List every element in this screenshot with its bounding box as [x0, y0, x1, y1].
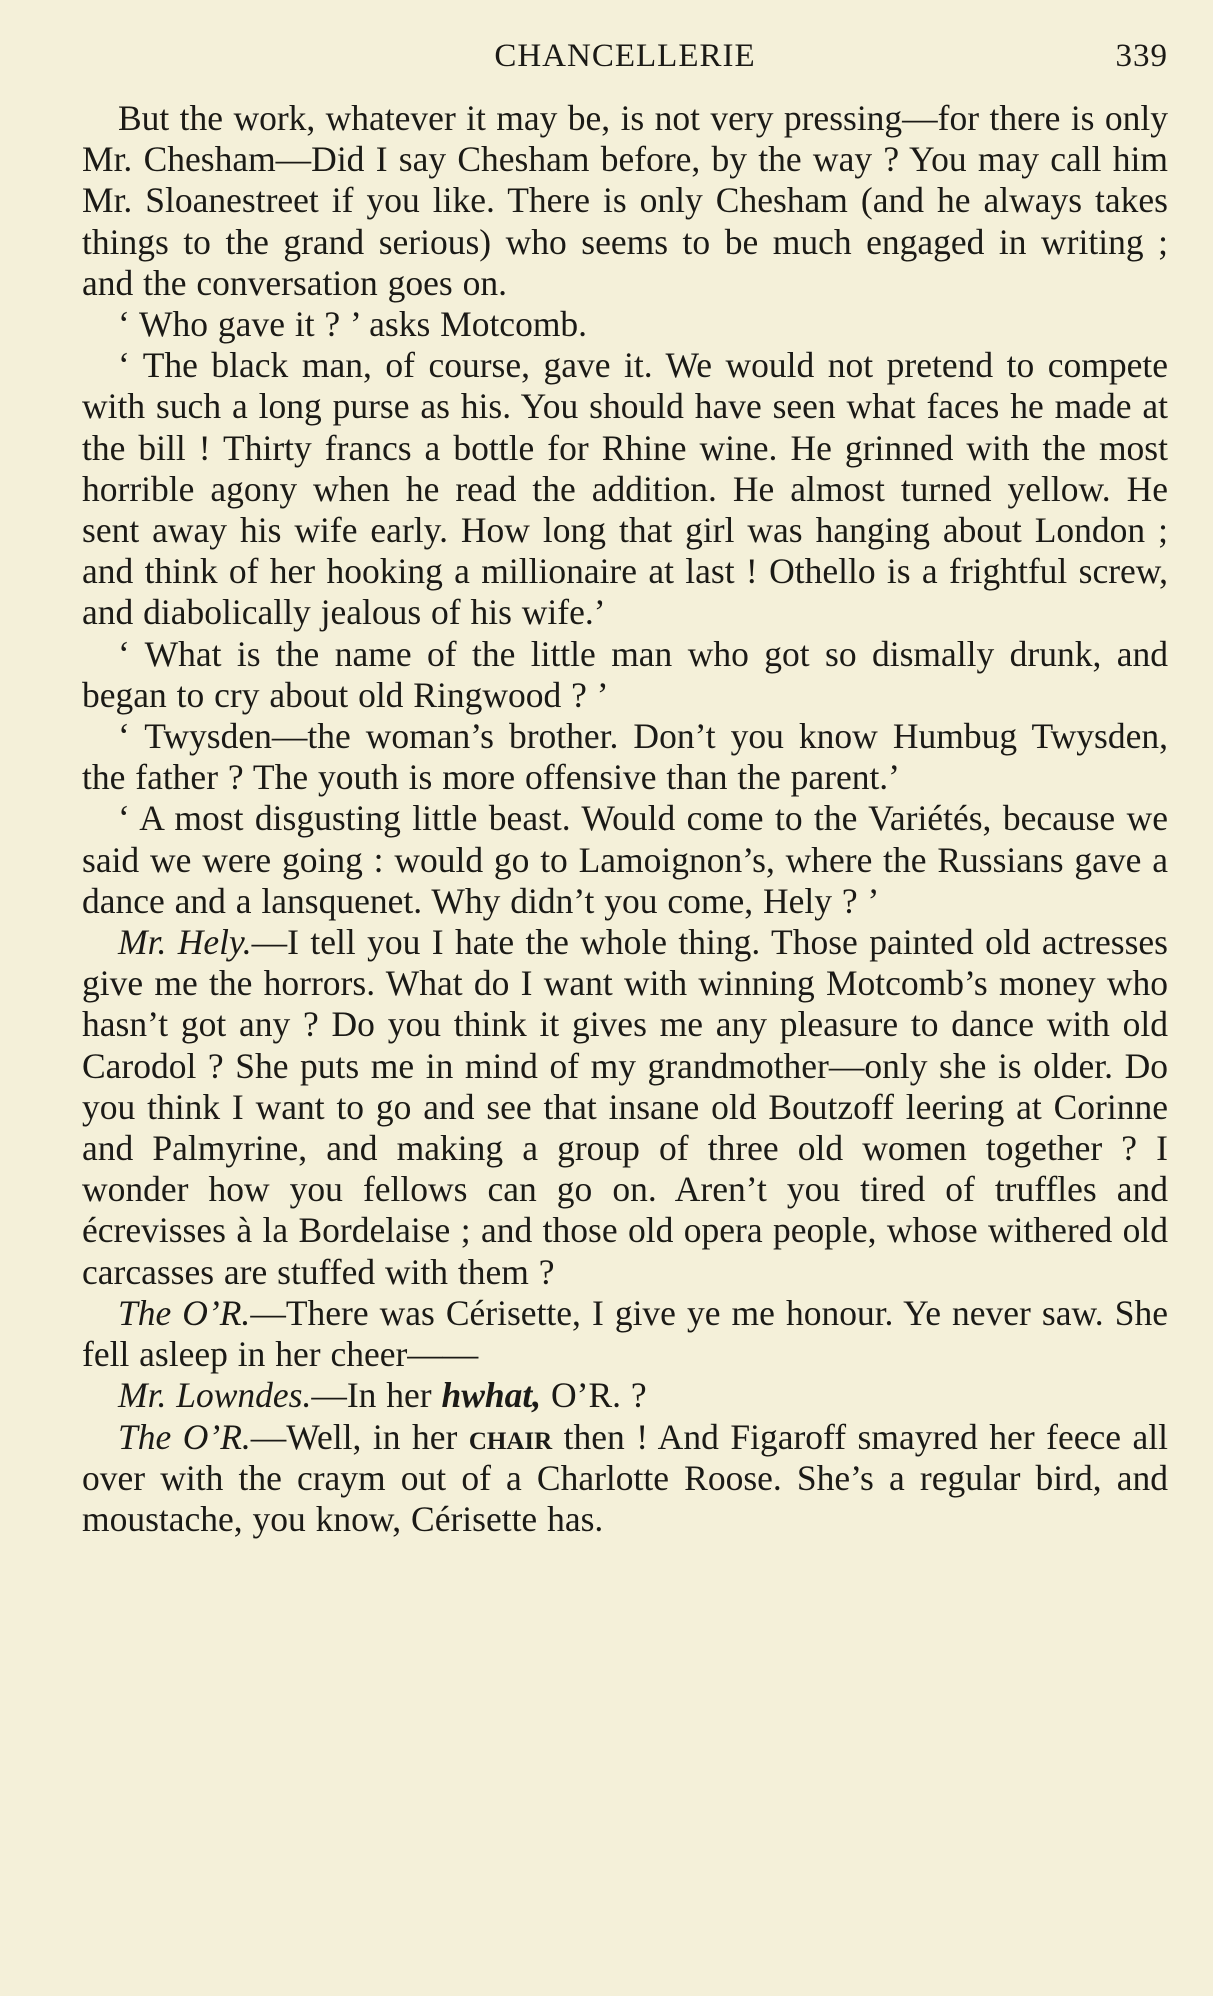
paragraph	[82, 304, 1168, 345]
speaker-name: Mr. Hely.	[118, 922, 252, 963]
paragraph-text: —I tell you I hate the whole thing. Those painted old actresses give me the horrors. What do I want with winning Motcomb’s money who hasn’t got any ? Do you think it gives me any pleasure to dance with old Carodol ? She puts me in mind of my grandmother—only she is older. Do you think I want to go and see that insane old Boutzoff leering at Corinne and Palmyrine, and making a group of three old women together ? I wonder how you fellows can go on. Aren’t you tired of truffles and écrevisses à la Bordelaise ; and those old opera people, whose withered old carcasses are stuffed with them ?	[82, 922, 1168, 1292]
paragraph-text: But the work, whatever it may be, is not very pressing—for there is only Mr. Chesham—Did I say Chesham before, by the way ? You may call him Mr. Sloanestreet if you like. There is only Chesham (and he always takes things to the grand serious) who seems to be much engaged in writing ; and the conversation goes on.	[82, 98, 1168, 303]
speaker-name: The O’R.	[118, 1292, 251, 1333]
paragraph	[82, 716, 1168, 798]
dialogue-paragraph	[82, 1375, 1168, 1416]
paragraph-text: O’R. ?	[541, 1375, 647, 1416]
paragraph-text: ‘ What is the name of the little man who got so dismally drunk, and began to cry about old Ringwood ? ’	[82, 633, 1168, 715]
dialogue-paragraph	[82, 1293, 1168, 1375]
running-header	[82, 38, 1168, 88]
page-number: 339	[1115, 38, 1168, 74]
paragraph-text: ‘ A most disgusting little beast. Would come to the Variétés, because we said we were going : would go to Lamoignon’s, where the Russians gave a dance and a lansquenet. Why didn’t you come, Hely ? ’	[82, 798, 1168, 921]
dialogue-paragraph	[82, 1417, 1168, 1541]
speaker-name: Mr. Lowndes.	[118, 1375, 312, 1416]
stressed-word: hwhat,	[441, 1375, 542, 1416]
running-title: CHANCELLERIE	[494, 38, 756, 74]
book-page	[82, 38, 1168, 1540]
body-text	[82, 98, 1168, 1540]
paragraph-text: ‘ Twysden—the woman’s brother. Don’t you know Humbug Twysden, the father ? The youth is more offensive than the parent.’	[82, 716, 1168, 798]
paragraph	[82, 798, 1168, 922]
paragraph	[82, 345, 1168, 633]
paragraph	[82, 98, 1168, 304]
paragraph-text: ‘ The black man, of course, gave it. We would not pretend to compete with such a long purse as his. You should have seen what faces he made at the bill ! Thirty francs a bottle for Rhine wine. He grinned with the most horrible agony when he read the addition. He almost turned yellow. He sent away his wife early. How long that girl was hanging about London ; and think of her hooking a millionaire at last ! Othello is a frightful screw, and diabolically jealous of his wife.’	[82, 345, 1168, 633]
dialogue-paragraph	[82, 922, 1168, 1293]
speaker-name: The O’R.	[118, 1416, 251, 1457]
paragraph	[82, 634, 1168, 716]
paragraph-text: —In her	[311, 1375, 442, 1416]
paragraph-text: then ! And Figaroff smayred her feece all over with the craym out of a Charlotte Roose. She’s a regular bird, and moustache, you know, Cérisette has.	[82, 1416, 1168, 1539]
small-caps-word: chair	[468, 1416, 553, 1457]
paragraph-text: —Well, in her	[250, 1416, 469, 1457]
paragraph-text: ‘ Who gave it ? ’ asks Motcomb.	[118, 304, 588, 345]
paragraph-text: —There was Cérisette, I give ye me honour. Ye never saw. She fell asleep in her cheer——	[82, 1292, 1168, 1375]
